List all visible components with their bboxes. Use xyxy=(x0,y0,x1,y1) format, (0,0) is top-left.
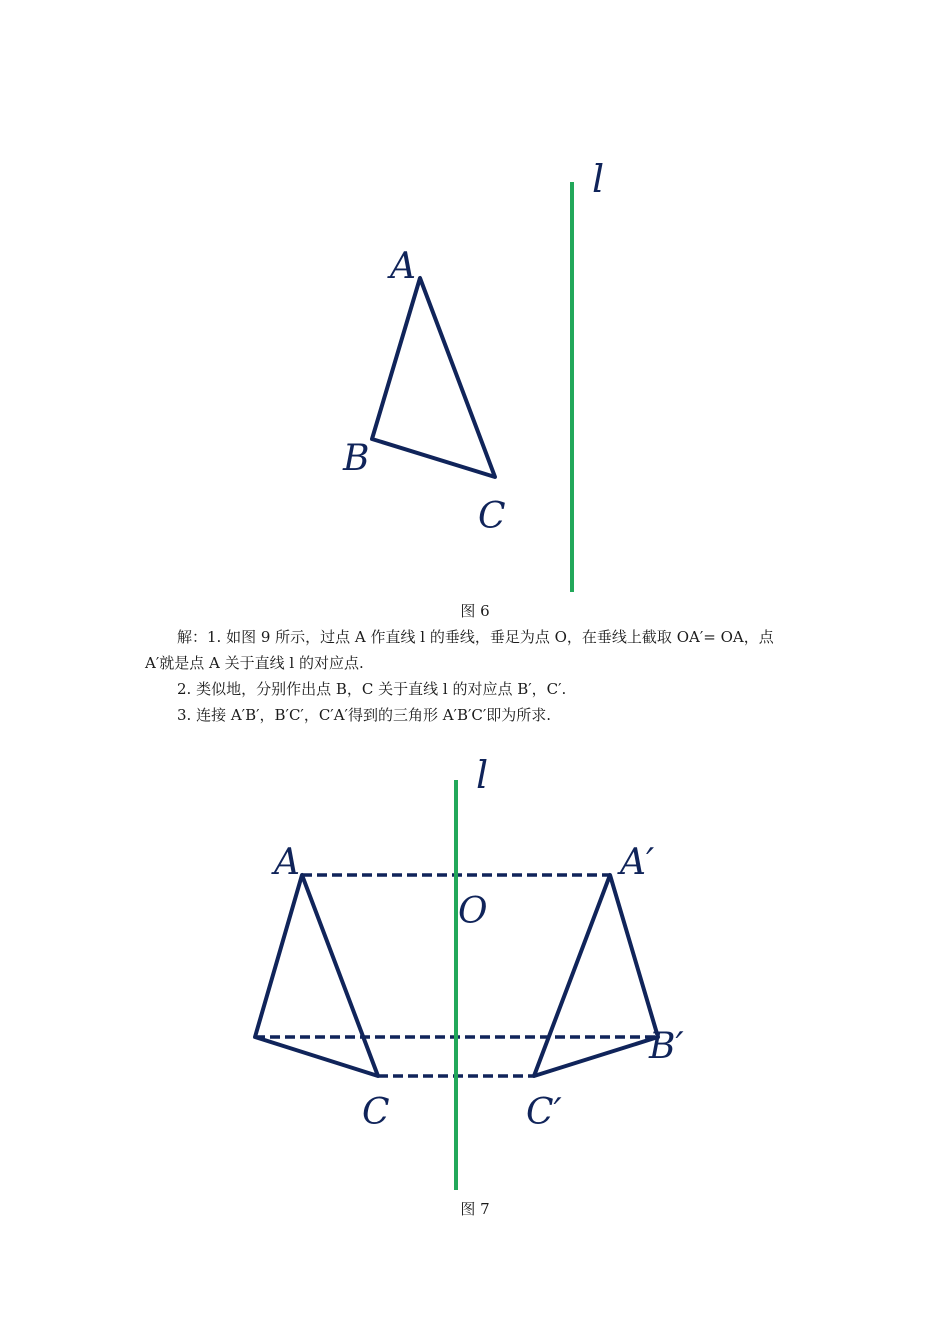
solution-step-1-line-1: 解：1. 如图 9 所示，过点 A 作直线 l 的垂线，垂足为点 O，在垂线上截取 OA′= OA，点 xyxy=(177,628,774,646)
triangle-a-b-c-prime xyxy=(534,875,658,1076)
vertex-label-b: B xyxy=(343,438,370,479)
vertex-label-c: C xyxy=(478,496,506,537)
point-label-o: O xyxy=(458,891,488,932)
solution-step-3: 3. 连接 A′B′，B′C′，C′A′得到的三角形 A′B′C′即为所求. xyxy=(177,706,552,724)
vertex-label-c-prime: C′ xyxy=(526,1092,562,1133)
vertex-label-a-prime: A′ xyxy=(620,842,655,883)
solution-step-2: 2. 类似地，分别作出点 B，C 关于直线 l 的对应点 B′，C′. xyxy=(177,680,567,698)
line-label-l: l xyxy=(592,157,605,201)
figure-7 xyxy=(0,750,950,1195)
figure-6-caption: 图 6 xyxy=(460,602,490,620)
solution-text xyxy=(145,624,810,728)
triangle-abc xyxy=(372,278,495,477)
vertex-label-a: A xyxy=(274,842,300,883)
vertex-label-b-prime: B′ xyxy=(649,1026,684,1067)
vertex-label-a: A xyxy=(390,246,416,287)
vertex-label-c: C xyxy=(362,1092,390,1133)
triangle-abc xyxy=(255,875,378,1076)
line-label-l: l xyxy=(476,753,489,797)
figure-7-caption: 图 7 xyxy=(460,1200,490,1218)
solution-step-1-line-2: A′就是点 A 关于直线 l 的对应点. xyxy=(145,654,364,672)
figure-6 xyxy=(0,150,950,600)
